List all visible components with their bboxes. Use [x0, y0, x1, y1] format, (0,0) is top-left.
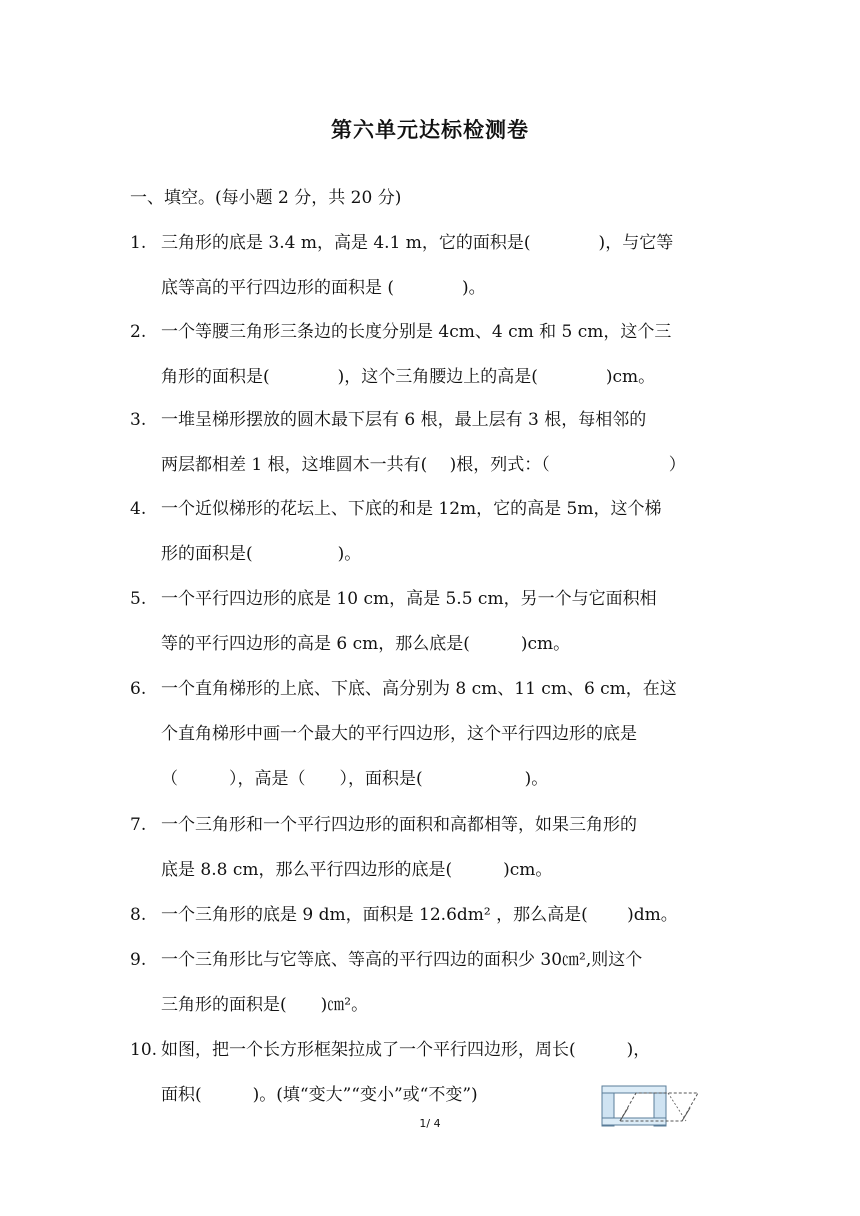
question-text: 等的平行四边形的高是 6 cm，那么底是( )cm。 [161, 634, 571, 654]
question-text: 一堆呈梯形摆放的圆木最下层有 6 根，最上层有 3 根，每相邻的 [161, 410, 647, 430]
question-2 [130, 310, 730, 400]
question-text: 底等高的平行四边形的面积是 ( )。 [161, 278, 486, 298]
question-text: 形的面积是( )。 [161, 544, 362, 564]
page-number: 1/ 4 [419, 1117, 441, 1130]
question-8 [130, 893, 730, 938]
question-number: 2. [130, 322, 147, 342]
question-text: 一个直角梯形的上底、下底、高分别为 8 cm、11 cm、6 cm，在这 [161, 679, 677, 699]
question-6 [130, 667, 730, 802]
question-5 [130, 577, 730, 667]
question-1 [130, 221, 730, 311]
question-number: 8. [130, 905, 147, 925]
question-text: 底是 8.8 cm，那么平行四边形的底是( )cm。 [161, 860, 553, 880]
question-text: 三角形的面积是( )㎝²。 [161, 995, 369, 1015]
question-number: 10. [130, 1040, 158, 1060]
question-text: 角形的面积是( )，这个三角腰边上的高是( )cm。 [161, 367, 656, 387]
question-number: 9. [130, 950, 147, 970]
question-number: 1. [130, 233, 147, 253]
question-text: 三角形的底是 3.4 m，高是 4.1 m，它的面积是( )，与它等 [161, 233, 674, 253]
question-number: 3. [130, 410, 147, 430]
question-number: 6. [130, 679, 147, 699]
question-text: （ ），高是（ ），面积是( )。 [161, 769, 549, 789]
question-text: 一个平行四边形的底是 10 cm，高是 5.5 cm，另一个与它面积相 [161, 589, 657, 609]
question-text: 一个三角形的底是 9 dm，面积是 12.6dm² ，那么高是( )dm。 [161, 905, 678, 925]
section-heading: 一、填空。(每小题 2 分，共 20 分) [130, 188, 402, 208]
question-9 [130, 938, 730, 1028]
question-7 [130, 803, 730, 893]
question-number: 4. [130, 499, 147, 519]
question-text: 一个等腰三角形三条边的长度分别是 4cm、4 cm 和 5 cm，这个三 [161, 322, 672, 342]
question-text: 如图，把一个长方形框架拉成了一个平行四边形，周长( )， [161, 1040, 651, 1060]
question-3 [130, 398, 730, 488]
question-text: 一个三角形和一个平行四边形的面积和高都相等，如果三角形的 [161, 815, 637, 835]
question-number: 5. [130, 589, 147, 609]
question-text: 个直角梯形中画一个最大的平行四边形，这个平行四边形的底是 [161, 724, 637, 744]
question-text: 两层都相差 1 根，这堆圆木一共有( )根，列式：（ ） [161, 455, 686, 475]
question-text: 一个三角形比与它等底、等高的平行四边的面积少 30㎝²,则这个 [161, 950, 643, 970]
question-text: 面积( )。(填“变大”“变小”或“不变”) [161, 1085, 478, 1105]
question-4 [130, 487, 730, 577]
question-number: 7. [130, 815, 147, 835]
page-title: 第六单元达标检测卷 [331, 118, 529, 142]
question-text: 一个近似梯形的花坛上、下底的和是 12m，它的高是 5m，这个梯 [161, 499, 662, 519]
